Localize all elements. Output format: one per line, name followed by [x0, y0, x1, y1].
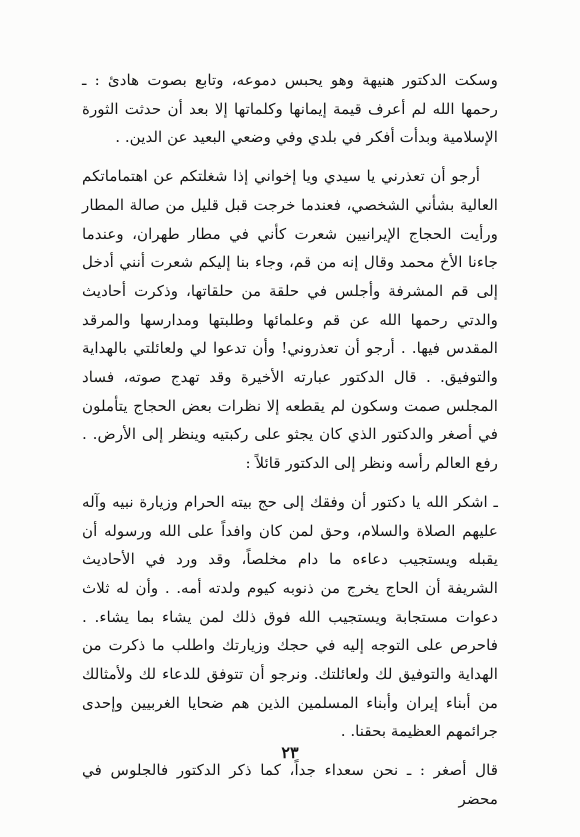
paragraph: وسكت الدكتور هنيهة وهو يحبس دموعه، وتابع بصوت هادئ : ـ رحمها الله لم أعرف قيمة إيمانها وكلماتها إلا بعد أن حدثت الثورة الإسلامية وبدأت أفكر في بلدي وفي وضعي البعيد عن الدين. . — [82, 71, 498, 147]
paragraph: قال أصغر : ـ نحن سعداء جداً، كما ذكر الدكتور فالجلوس في محضر — [82, 761, 498, 808]
paragraph: أرجو أن تعذرني يا سيدي ويا إخواني إذا شغلتكم عن اهتماماتكم العالية بشأني الشخصي، فعندما خرجت قبل قليل من صالة المطار ورأيت الحجاج الإيرانيين شعرت كأني في مطار طهران، وعندما جاءنا الأخ محمد وقال إنه من قم، وجاء بنا إليكم شعرت أنني أدخل إلى قم المشرفة وأجلس في حلقة من حلقاتها، وذكرت أحاديث والدتي رحمها الله عن قم وعلمائها وطلبتها ومدارسها والمرقد المقدس فيها. . أرجو أن تعذروني! وأن تدعوا لي ولعائلتي بالهداية والتوفيق. . قال الدكتور عبارته الأخيرة وقد تهدج صوته، فساد المجلس صمت وسكون لم يقطعه إلا نظرات بعض الحجاج يتأملون في أصغر والدكتور الذي كان يجثو على ركبتيه وينظر إلى الأرض. . رفع العالم رأسه ونظر إلى الدكتور قائلاً : — [82, 167, 498, 473]
paragraph: ـ اشكر الله يا دكتور أن وفقك إلى حج بيته الحرام وزيارة نبيه وآله عليهم الصلاة والسلام، وحق لمن كان وافداً على الله ورسوله أن يقبله ويستجيب دعاءه ما دام مخلصاً، وقد ورد في الأحاديث الشريفة أن الحاج يخرج من ذنوبه كيوم ولدته أمه. . وأن له ثلاث دعوات مستجابة ويستجيب الله فوق ذلك لمن يشاء بما يشاء. . فاحرص على التوجه إليه في حجك وزيارتك واطلب ما ذكرت من الهداية والتوفيق لك ولعائلتك. ونرجو أن تتوفق للدعاء لك ولأمثالك من أبناء إيران وأبناء المسلمين الذين هم ضحايا الغربيين وإحدى جرائمهم العظيمة بحقنا. . — [82, 492, 498, 741]
body-text — [82, 66, 498, 814]
page-number: ٢٣ — [281, 743, 299, 762]
